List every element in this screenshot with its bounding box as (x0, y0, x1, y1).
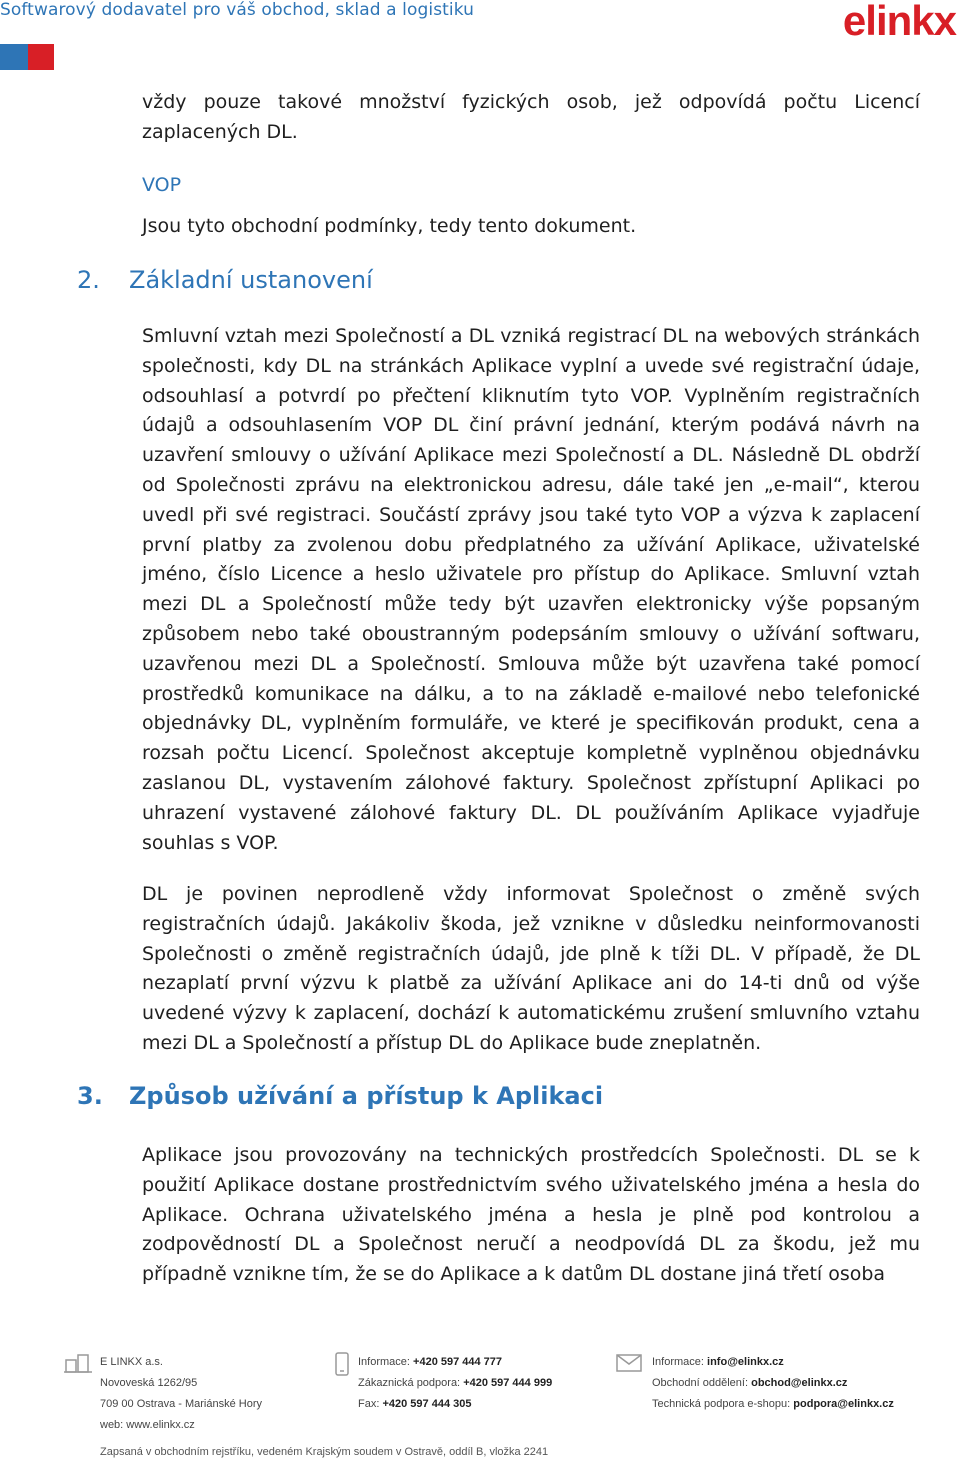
brand-square-blue (0, 44, 28, 70)
building-icon (64, 1352, 92, 1374)
company-web[interactable]: web: www.elinkx.cz (100, 1419, 195, 1431)
header-tagline: Softwarový dodavatel pro váš obchod, sklad a logistiku (0, 0, 475, 20)
email-info-label: Informace: (652, 1356, 704, 1368)
registry-note: Zapsaná v obchodním rejstříku, vedeném Krajským soudem v Ostravě, oddíl B, vložka 2241 (100, 1446, 549, 1458)
email-info-value[interactable]: info@elinkx.cz (707, 1356, 784, 1368)
brand-square-red (28, 44, 54, 70)
phone-support-label: Zákaznická podpora: (358, 1377, 461, 1389)
term-vop: VOP (142, 174, 182, 196)
company-name: E LINKX a.s. (100, 1356, 163, 1368)
email-eshop-value[interactable]: podpora@elinkx.cz (793, 1398, 894, 1410)
phone-icon (334, 1352, 350, 1376)
section-2-paragraph-2: DL je povinen neprodleně vždy informovat Společnost o změně svých registračních údajů. Jakákoliv škoda, jež vznikne v důsledku neinformovanosti Společnosti o změně registračních údajů, jde plně k tíži DL. V případě, že DL nezaplatí první výzvu k platbě za užívání Aplikace ani do 14-ti dnů od výše uvedené výzvy k zaplacení, dochází k automatickému zrušení smluvního vztahu mezi DL a Společností a přístup DL do Aplikace bude zneplatněn. (142, 883, 920, 1054)
section-2-number: 2. (77, 266, 100, 294)
fax-label: Fax: (358, 1398, 380, 1410)
email-eshop-label: Technická podpora e-shopu: (652, 1398, 791, 1410)
fax-value: +420 597 444 305 (382, 1398, 472, 1410)
section-3-heading (77, 1082, 603, 1110)
email-sales-label: Obchodní oddělení: (652, 1377, 749, 1389)
section-3-paragraph-1: Aplikace jsou provozovány na technických prostředcích Společnosti. DL se k použití Aplikace dostane prostřednictvím svého uživatelského jména a hesla do Aplikace. Ochrana uživatelského jména a hesla je plně pod kontrolou a zodpovědností DL a Společnost neručí a neodpovídá DL za škodu, jež mu případně vznikne tím, že se do Aplikace a k datům DL dostane jiná třetí osoba (142, 1144, 920, 1286)
company-city: 709 00 Ostrava - Mariánské Hory (100, 1398, 263, 1410)
section-2-heading (77, 266, 373, 294)
term-vop-definition: Jsou tyto obchodní podmínky, tedy tento dokument. (142, 215, 637, 237)
section-3-number: 3. (77, 1082, 103, 1110)
footer-phones (358, 1352, 552, 1415)
elinkx-logo: elinkx (842, 0, 956, 44)
page-footer (0, 1340, 960, 1468)
footer-company (100, 1352, 262, 1436)
company-street: Novoveská 1262/95 (100, 1377, 198, 1389)
section-3-title: Způsob užívání a přístup k Aplikaci (129, 1082, 604, 1110)
intro-paragraph: vždy pouze takové množství fyzických osob, jež odpovídá počtu Licencí zaplacených DL. (142, 91, 920, 143)
phone-support-value[interactable]: +420 597 444 999 (463, 1377, 553, 1389)
footer-emails (652, 1352, 894, 1415)
section-2-title: Základní ustanovení (129, 266, 373, 294)
envelope-icon (616, 1354, 642, 1372)
email-sales-value[interactable]: obchod@elinkx.cz (751, 1377, 848, 1389)
phone-info-value[interactable]: +420 597 444 777 (413, 1356, 503, 1368)
phone-info-label: Informace: (358, 1356, 410, 1368)
section-2-paragraph-1: Smluvní vztah mezi Společností a DL vzniká registrací DL na webových stránkách společnosti, kdy DL na stránkách Aplikace vyplní a uvede své registrační údaje, odsouhlasí a potvrdí po přečtení kliknutím tyto VOP. Vyplněním registračních údajů a odsouhlasením VOP DL činí právní jednání, kterým podává návrh na uzavření smlouvy o užívání Aplikace mezi Společností a DL. Následně DL obdrží od Společnosti zprávu na elektronickou adresu, dále také jen „e-mail“, kterou uvedl při své registraci. Součástí zprávy jsou také tyto VOP a výzva k zaplacení první platby za zvolenou dobu předplatného za užívání Aplikace, uživatelské jméno, číslo Licence a heslo uživatele pro přístup do Aplikace. Smluvní vztah mezi DL a Společností může tedy být uzavřen elektronicky výše popsaným způsobem nebo také oboustranným podepsáním smlouvy o užívání softwaru, uzavřenou mezi DL a Společností. Smlouva může být uzavřena také pomocí prostředků komunikace na dálku, a to na základě e-mailové nebo telefonické objednávky DL, vyplněním formuláře, ve které je specifikován produkt, cena a rozsah počtu Licencí. Společnost akceptuje kompletně vyplněnou objednávku zaslanou DL, vystavením zálohové faktury. Společnost zpřístupní Aplikaci po uhrazení vystavené zálohové faktury DL. DL používáním Aplikace vyjadřuje souhlas s VOP. (142, 325, 920, 854)
